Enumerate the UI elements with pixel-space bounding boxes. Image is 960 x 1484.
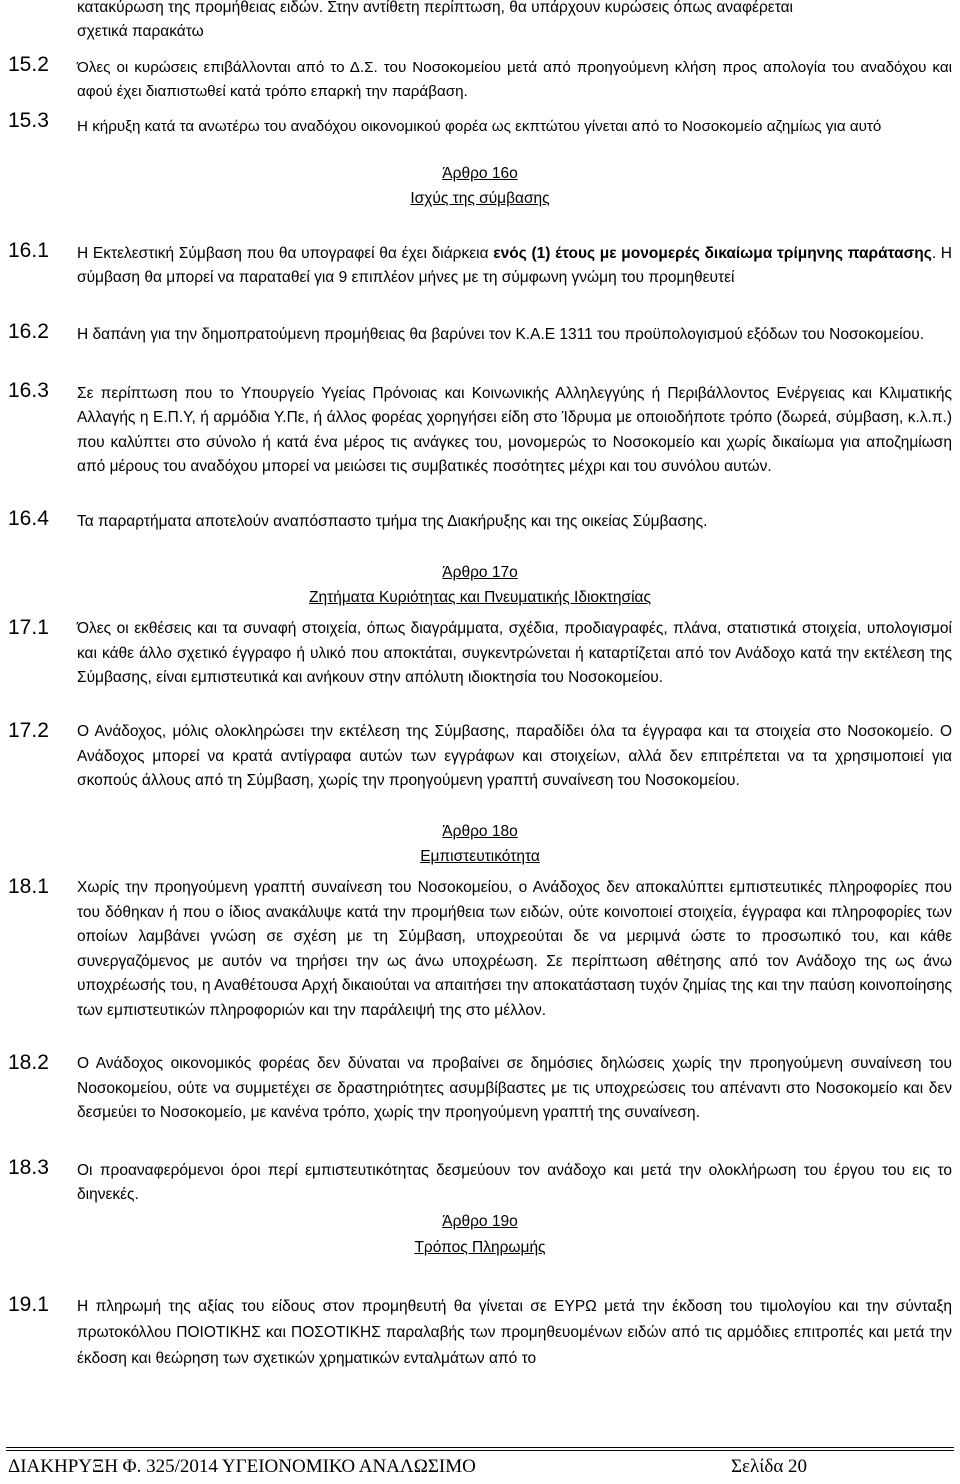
section-text: Η πληρωμή της αξίας του είδους στον προμηθευτή θα γίνεται σε ΕΥΡΩ μετά την έκδοση του τιμολογίου και την σύνταξη πρωτοκόλλου ΠΟΙΟΤΙΚΗΣ και ΠΟΣΟΤΙΚΗΣ παραλαβής των προμηθευομένων ειδών από τις αρμόδιες επιτροπές και μετά την έκδοση και θεώρηση των σχετικών χρηματικών ενταλμάτων από το xyxy=(77,1298,952,1367)
article-subtitle: Τρόπος Πληρωμής xyxy=(414,1239,546,1256)
continuation-line: σχετικά παρακάτω xyxy=(77,23,204,41)
section-text: Ο Ανάδοχος, μόλις ολοκληρώσει την εκτέλεση της Σύμβασης, παραδίδει όλα τα έγγραφα και τα στοιχεία στο Νοσοκομείο. Ο Ανάδοχος μπορεί να κρατά αντίγραφα αυτών των εγγράφων και στοιχείων, αλλά δεν επιτρέπεται να τα χρησιμοποιεί για σκοπούς άλλους από τη Σύμβαση, χωρίς την προηγούμενη γραπτή συναίνεση του Νοσοκομείου. xyxy=(77,723,952,789)
article-title: Άρθρο 18ο xyxy=(442,823,518,840)
section-number: 17.2 xyxy=(8,719,49,742)
section-text: Οι προαναφερόμενοι όροι περί εμπιστευτικότητας δεσμεύουν τον ανάδοχο και μετά την ολοκλήρωση του έργου του εις το διηνεκές. xyxy=(77,1162,952,1204)
article-title: Άρθρο 17ο xyxy=(442,564,518,581)
section-number: 18.1 xyxy=(8,875,49,898)
section-number: 19.1 xyxy=(8,1293,49,1316)
continuation-text xyxy=(77,0,952,45)
footer-document-title: ΔΙΑΚΗΡΥΞΗ Φ. 325/2014 ΥΓΕΙΟΝΟΜΙΚΟ ΑΝΑΛΩΣΙΜΟ xyxy=(8,1456,476,1477)
section-text: Η δαπάνη για την δημοπρατούμενη προμήθειας θα βαρύνει τον Κ.Α.Ε 1311 του προϋπολογισμού εξόδων του Νοσοκομείου. xyxy=(77,326,925,343)
article-subtitle: Εμπιστευτικότητα xyxy=(420,848,540,865)
bold-text-run: ενός (1) έτους με μονομερές δικαίωμα τρίμηνης παράτασης xyxy=(493,245,932,262)
section-text: Τα παραρτήματα αποτελούν αναπόσπαστο τμήμα της Διακήρυξης και της οικείας Σύμβασης. xyxy=(77,513,708,530)
section-text: Όλες οι κυρώσεις επιβάλλονται από το Δ.Σ. του Νοσοκομείου μετά από προηγούμενη κλήση προς απολογία του αναδόχου και αφού έχει διαπιστωθεί κατά τρόπο επαρκή την παράβαση. xyxy=(77,59,952,101)
continuation-line: κατακύρωση της προμήθειας ειδών. Στην αντίθετη περίπτωση, θα υπάρχουν κυρώσεις όπως αναφέρεται xyxy=(77,0,793,16)
section-number: 17.1 xyxy=(8,616,49,639)
section-number: 18.3 xyxy=(8,1156,49,1179)
section-number: 16.3 xyxy=(8,379,49,402)
section-number: 15.3 xyxy=(8,109,49,132)
section-number: 16.4 xyxy=(8,507,49,530)
article-subtitle: Ζητήματα Κυριότητας και Πνευματικής Ιδιοκτησίας xyxy=(309,589,651,606)
section-text: Όλες οι εκθέσεις και τα συναφή στοιχεία, όπως διαγράμματα, σχέδια, προδιαγραφές, πλάνα, στατιστικά στοιχεία, υπολογισμοί και κάθε άλλο σχετικό έγγραφο ή υλικό που αποκτάται, συγκεντρώνεται ή καταρτίζεται από τον Ανάδοχο κατά την εκτέλεση της Σύμβασης, είναι εμπιστευτικά και ανήκουν στην απόλυτη ιδιοκτησία του Νοσοκομείου. xyxy=(77,620,952,686)
article-title: Άρθρο 16ο xyxy=(442,165,518,182)
section-number: 18.2 xyxy=(8,1051,49,1074)
section-number: 15.2 xyxy=(8,53,49,76)
section-text: Σε περίπτωση που το Υπουργείο Υγείας Πρόνοιας και Κοινωνικής Αλληλεγγύης ή Περιβάλλοντος Ενέργειας και Κλιματικής Αλλαγής η Ε.Π.Υ, ή αρμόδια Υ.Πε, ή άλλος φορέας χορηγήσει είδη στο Ίδρυμα με οποιοδήποτε τρόπο (δωρεά, σύμβαση, κ.λ.π.) που καλύπτει στο σύνολο ή κατά ένα μέρος τις ανάγκες του, μονομερώς το Νοσοκομείο και χωρίς δικαίωμα για αποζημίωση από μέρους του αναδόχου μπορεί να μειώσει τις συμβατικές ποσότητες μέχρι και του συνόλου αυτών. xyxy=(77,385,952,475)
footer-page-number: Σελίδα 20 xyxy=(731,1456,808,1477)
section-text xyxy=(77,242,952,291)
section-text: Ο Ανάδοχος οικονομικός φορέας δεν δύναται να προβαίνει σε δημόσιες δηλώσεις χωρίς την προηγούμενη συναίνεση του Νοσοκομείου, ούτε να συμμετέχει σε δραστηριότητες ασυμβίβαστες με τις υποχρεώσεις του απέναντι στο Νοσοκομείο και δεν δεσμεύει το Νοσοκομείο, με κανένα τρόπο, χωρίς την προηγούμενη γραπτή της συναίνεση. xyxy=(77,1055,952,1122)
text-run: . Η σύμβαση θα μπορεί να παραταθεί για 9 επιπλέον μήνες με τη σύμφωνη γνώμη του προμηθευτεί xyxy=(77,245,952,287)
section-number: 16.1 xyxy=(8,239,49,262)
article-subtitle: Ισχύς της σύμβασης xyxy=(410,190,550,207)
text-run: Η Εκτελεστική Σύμβαση που θα υπογραφεί θα έχει διάρκεια xyxy=(77,245,494,262)
section-text: Η κήρυξη κατά τα ανωτέρω του αναδόχου οικονομικού φορέα ως εκπτώτου γίνεται από το Νοσοκομείο αζημίως για αυτό xyxy=(77,118,882,135)
section-text: Χωρίς την προηγούμενη γραπτή συναίνεση του Νοσοκομείου, ο Ανάδοχος δεν αποκαλύπτει εμπιστευτικές πληροφορίες που του δόθηκαν ή που ο ίδιος ανακάλυψε κατά την προμήθεια των ειδών, ούτε κοινοποιεί στοιχεία, έγγραφα και πληροφορίες των οποίων λαμβάνει γνώση σε σχέση με τη Σύμβαση, υποχρεούται δε να μεριμνά ώστε το προσωπικό του, και κάθε συνεργαζόμενος με αυτόν να τηρήσει την ως άνω υποχρέωση. Σε περίπτωση αθέτησης από τον Ανάδοχο της ως άνω υποχρέωσής του, η Αναθέτουσα Αρχή δικαιούται να απαιτήσει την αποκατάσταση τυχόν ζημίας της και την παύση κοινοποίησης των εμπιστευτικών πληροφοριών και την παράλειψή της στο μέλλον. xyxy=(77,879,952,1019)
footer-divider xyxy=(6,1450,954,1451)
section-number: 16.2 xyxy=(8,320,49,343)
article-title: Άρθρο 19ο xyxy=(442,1213,518,1230)
footer-divider xyxy=(6,1447,954,1448)
